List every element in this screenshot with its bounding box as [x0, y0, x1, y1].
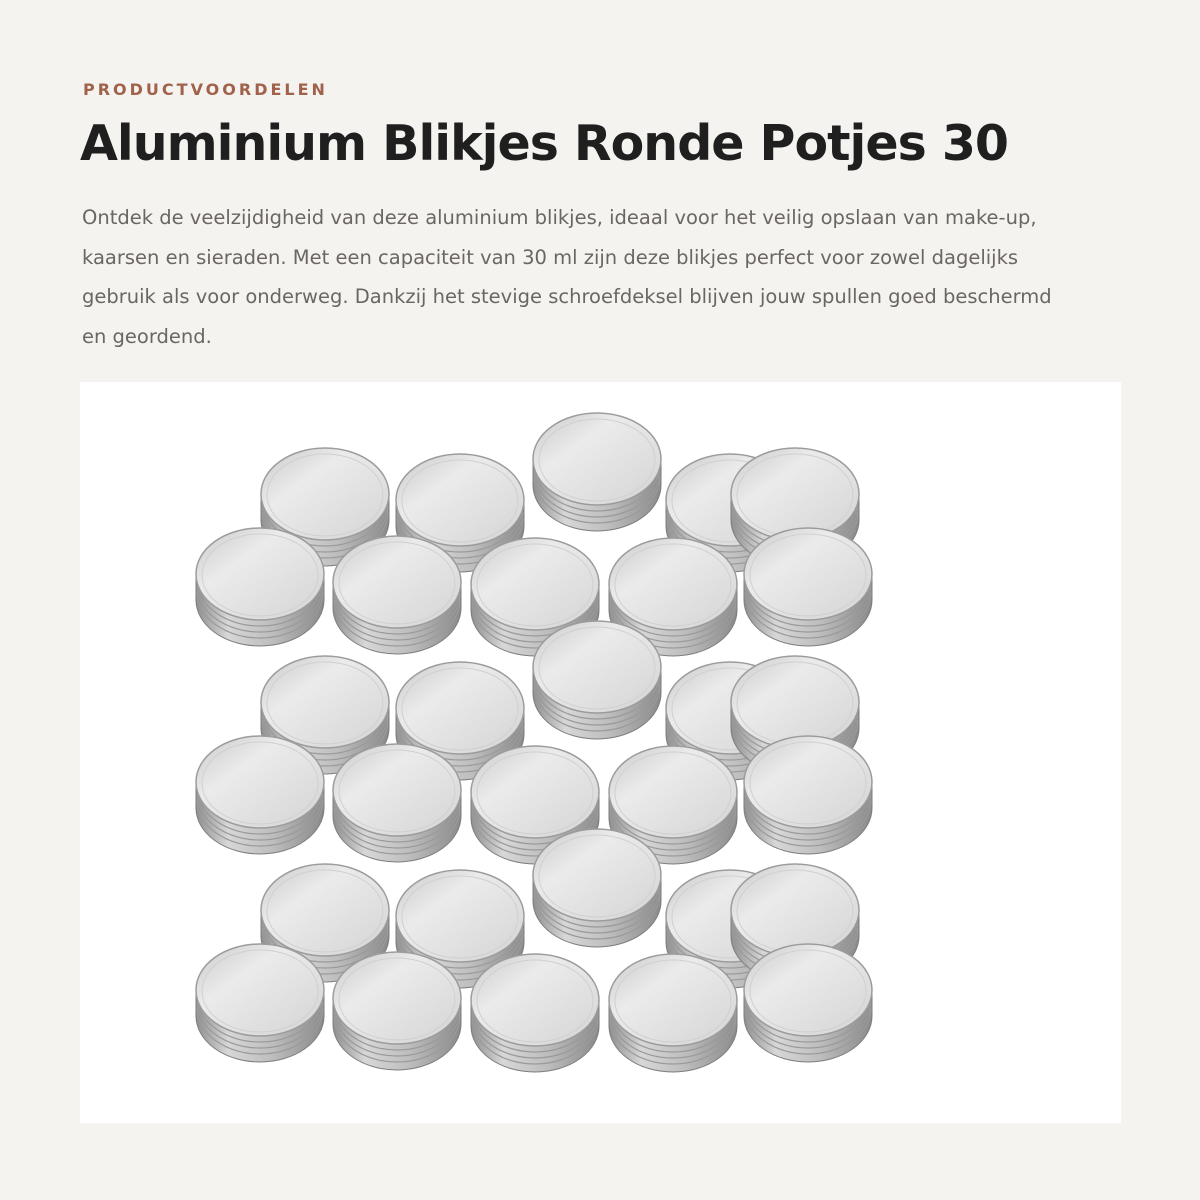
tin — [196, 528, 324, 646]
eyebrow-label: PRODUCTVOORDELEN — [83, 80, 328, 99]
tin — [533, 621, 661, 739]
product-photo — [80, 382, 1121, 1123]
tin — [333, 536, 461, 654]
tin — [471, 954, 599, 1072]
tin — [196, 736, 324, 854]
page-title: Aluminium Blikjes Ronde Potjes 30 — [80, 115, 1009, 172]
product-description: Ontdek de veelzijdigheid van deze aluminium blikjes, ideaal voor het veilig opslaan van make-up, kaarsen en sieraden. Met een capaciteit van 30 ml zijn deze blikjes perfect voor zowel dagelijks gebruik als voor onderweg. Dankzij het stevige schroefdeksel blijven jouw spullen goed beschermd en geordend. — [82, 206, 1052, 348]
tin — [533, 829, 661, 947]
tin — [333, 952, 461, 1070]
tin — [533, 413, 661, 531]
tin — [196, 944, 324, 1062]
tin — [333, 744, 461, 862]
tin — [744, 528, 872, 646]
tin — [744, 736, 872, 854]
tin — [744, 944, 872, 1062]
aluminium-tins-illustration — [80, 382, 1121, 1123]
tin — [609, 954, 737, 1072]
